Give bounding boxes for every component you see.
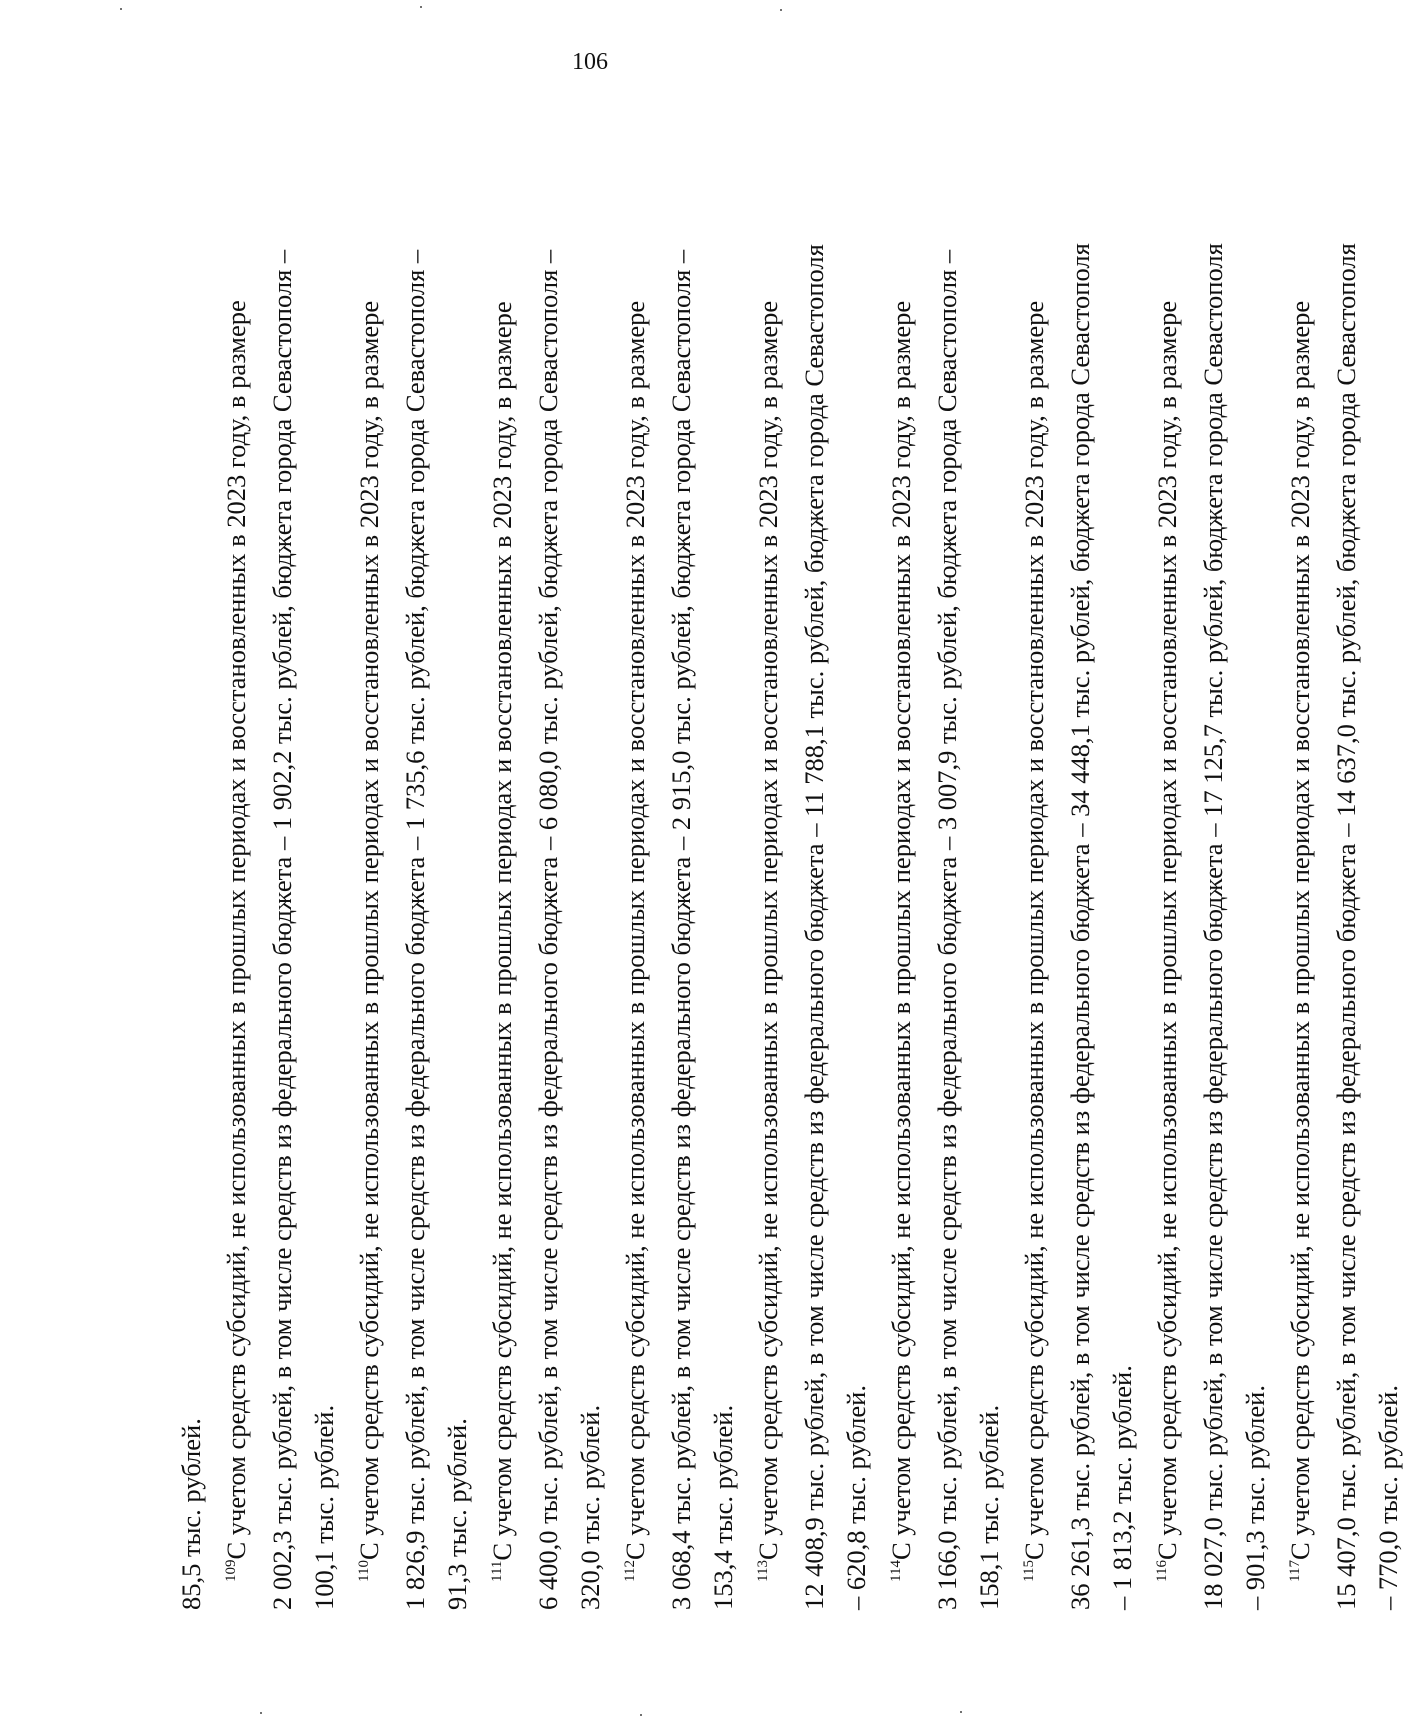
footnote-110-line3: 91,3 тыс. рублей. (442, 1418, 472, 1610)
footnote-116-line1: $^{116}$С учетом средств субсидий, не использованных в прошлых периодах и восстановленных в 2023 году, в размере (1152, 300, 1182, 1582)
scan-speck (960, 1711, 962, 1713)
footnote-115-line1: $^{115}$С учетом средств субсидий, не использованных в прошлых периодах и восстановленных в 2023 году, в размере (1019, 300, 1049, 1582)
footnote-117-line2: 15 407,0 тыс. рублей, в том числе средств из федерального бюджета – 14 637,0 тыс. рублей, бюджета города Севастополя (1331, 243, 1361, 1610)
footnote-mark: 112 (622, 1560, 638, 1582)
footnote-116-line2: 18 027,0 тыс. рублей, в том числе средств из федерального бюджета – 17 125,7 тыс. рублей, бюджета города Севастополя (1198, 243, 1228, 1610)
scan-speck (260, 1712, 262, 1714)
footnote-109-line2: 2 002,3 тыс. рублей, в том числе средств из федерального бюджета – 1 902,2 тыс. рублей, бюджета города Севастополя – (267, 249, 297, 1610)
footnote-117-line3: – 770,0 тыс. рублей. (1373, 1385, 1403, 1610)
scan-speck (640, 1714, 642, 1716)
footnote-109-line3: 100,1 тыс. рублей. (309, 1404, 339, 1610)
footnote-114-line2: 3 166,0 тыс. рублей, в том числе средств из федерального бюджета – 3 007,9 тыс. рублей, бюджета города Севастополя – (932, 249, 962, 1610)
footnote-111-line1: $^{111}$С учетом средств субсидий, не использованных в прошлых периодах и восстановленных в 2023 году, в размере (487, 301, 517, 1582)
footnote-lead-line: 85,5 тыс. рублей. (176, 1418, 206, 1610)
scan-speck (780, 9, 782, 11)
footnote-mark: 117 (1287, 1560, 1303, 1582)
footnote-113-line3: – 620,8 тыс. рублей. (841, 1385, 871, 1610)
footnotes-block (170, 90, 1409, 1610)
footnote-117-line1: $^{117}$С учетом средств субсидий, не использованных в прошлых периодах и восстановленных в 2023 году, в размере (1285, 300, 1315, 1582)
footnote-mark: 114 (888, 1560, 904, 1582)
footnote-111-line3: 320,0 тыс. рублей. (575, 1404, 605, 1610)
footnote-111-line2: 6 400,0 тыс. рублей, в том числе средств из федерального бюджета – 6 080,0 тыс. рублей, бюджета города Севастополя – (533, 249, 563, 1610)
page-number: 106 (572, 49, 608, 75)
footnote-113-line1: $^{113}$С учетом средств субсидий, не использованных в прошлых периодах и восстановленных в 2023 году, в размере (753, 300, 783, 1582)
scan-speck (120, 8, 122, 10)
footnote-mark: 116 (1154, 1560, 1170, 1582)
footnote-114-line1: $^{114}$С учетом средств субсидий, не использованных в прошлых периодах и восстановленных в 2023 году, в размере (886, 300, 916, 1582)
footnote-mark: 115 (1021, 1560, 1037, 1582)
footnote-116-line3: – 901,3 тыс. рублей. (1240, 1385, 1270, 1610)
footnote-112-line3: 153,4 тыс. рублей. (708, 1404, 738, 1610)
footnote-mark: 111 (489, 1560, 505, 1582)
footnote-115-line3: – 1 813,2 тыс. рублей. (1107, 1365, 1137, 1610)
footnote-115-line2: 36 261,3 тыс. рублей, в том числе средств из федерального бюджета – 34 448,1 тыс. рублей, бюджета города Севастополя (1065, 243, 1095, 1610)
footnote-112-line1: $^{112}$С учетом средств субсидий, не использованных в прошлых периодах и восстановленных в 2023 году, в размере (620, 300, 650, 1582)
scan-speck (420, 6, 422, 8)
footnote-112-line2: 3 068,4 тыс. рублей, в том числе средств из федерального бюджета – 2 915,0 тыс. рублей, бюджета города Севастополя – (666, 249, 696, 1610)
footnote-113-line2: 12 408,9 тыс. рублей, в том числе средств из федерального бюджета – 11 788,1 тыс. рублей, бюджета города Севастополя (799, 244, 829, 1610)
footnote-mark: 109 (223, 1559, 239, 1582)
footnote-109-line1: $^{109}$С учетом средств субсидий, не использованных в прошлых периодах и восстановленных в 2023 году, в размере (221, 300, 251, 1582)
footnote-mark: 110 (356, 1560, 372, 1582)
footnote-110-line1: $^{110}$С учетом средств субсидий, не использованных в прошлых периодах и восстановленных в 2023 году, в размере (354, 300, 384, 1582)
footnote-110-line2: 1 826,9 тыс. рублей, в том числе средств из федерального бюджета – 1 735,6 тыс. рублей, бюджета города Севастополя – (400, 249, 430, 1610)
footnote-mark: 113 (755, 1560, 771, 1582)
footnote-114-line3: 158,1 тыс. рублей. (974, 1404, 1004, 1610)
